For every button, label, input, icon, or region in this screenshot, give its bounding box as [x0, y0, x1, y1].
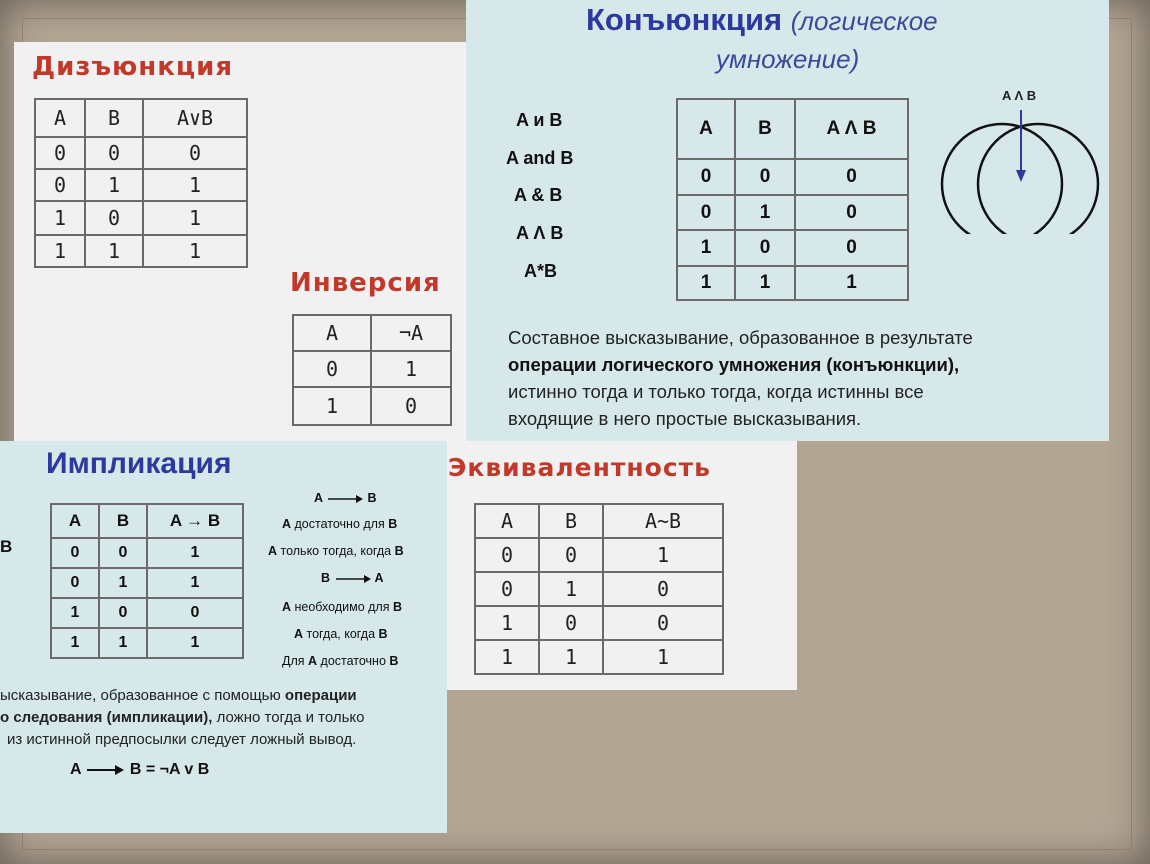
- table-header: B: [735, 99, 795, 159]
- desc-line: [0, 685, 365, 707]
- note-text: достаточно: [317, 654, 390, 668]
- table-cell: 1: [143, 235, 247, 267]
- table-cell: 0: [35, 169, 85, 201]
- disjunction-inversion-panel: [14, 42, 469, 442]
- table-cell: 0: [603, 572, 723, 606]
- table-header: A~B: [603, 504, 723, 538]
- table-header: A Λ B: [795, 99, 908, 159]
- table-cell: 1: [735, 195, 795, 230]
- desc-line: операции логического умножения (конъюнкции),: [508, 354, 960, 375]
- conjunction-subtitle-2: умножение): [716, 44, 860, 74]
- table-cell: 1: [475, 640, 539, 674]
- venn-label: A Λ B: [1002, 88, 1037, 103]
- note-a: A: [282, 600, 292, 614]
- table-cell: 1: [143, 169, 247, 201]
- side-letter: B: [0, 537, 13, 556]
- note-b: B: [394, 544, 404, 558]
- table-cell: 1: [475, 606, 539, 640]
- table-cell: 1: [539, 640, 603, 674]
- note-text: только тогда, когда: [277, 544, 395, 558]
- table-cell: 1: [371, 351, 451, 387]
- note-text: достаточно для: [291, 517, 389, 531]
- table-header: B: [85, 99, 143, 137]
- table-cell: 1: [603, 640, 723, 674]
- conjunction-title: [586, 2, 938, 38]
- table-cell: 0: [735, 159, 795, 195]
- implication-note: [282, 600, 402, 614]
- desc-text: из истинной предпосылки следует ложный вывод.: [7, 731, 357, 748]
- table-cell: 1: [85, 169, 143, 201]
- implication-note: [314, 491, 377, 505]
- conjunction-table: [676, 98, 909, 301]
- table-cell: 0: [677, 195, 735, 230]
- table-cell: 1: [795, 266, 908, 300]
- table-cell: 0: [795, 230, 908, 266]
- table-cell: 1: [51, 598, 99, 628]
- implication-note: [294, 627, 388, 641]
- disjunction-title: Дизъюнкция: [32, 52, 234, 82]
- conjunction-title-main: Конъюнкция: [586, 2, 783, 37]
- desc-bold: о следования (импликации),: [0, 709, 213, 726]
- table-header: ¬A: [371, 315, 451, 351]
- table-header: A: [51, 504, 99, 538]
- table-header: B: [99, 504, 147, 538]
- table-cell: 1: [51, 628, 99, 658]
- note-text: Для: [282, 654, 309, 668]
- table-cell: 1: [603, 538, 723, 572]
- implication-panel: [0, 441, 447, 833]
- note-b: B: [367, 491, 377, 505]
- equivalence-title: Эквивалентность: [448, 453, 711, 482]
- conjunction-panel: [466, 0, 1109, 441]
- table-header: A: [677, 99, 735, 159]
- table-cell: 0: [603, 606, 723, 640]
- venn-diagram-icon: [936, 104, 1106, 234]
- desc-bold: операции: [284, 687, 357, 704]
- notation-item: A*B: [524, 261, 558, 281]
- table-cell: 0: [475, 538, 539, 572]
- table-cell: 1: [143, 201, 247, 235]
- note-b: B: [388, 517, 398, 531]
- table-cell: 0: [293, 351, 371, 387]
- table-header: A: [293, 315, 371, 351]
- note-text: тогда, когда: [303, 627, 379, 641]
- conjunction-description: [508, 324, 1098, 432]
- table-cell: 0: [147, 598, 243, 628]
- implication-note: [321, 571, 384, 585]
- desc-line: входящие в него простые высказывания.: [508, 408, 862, 429]
- table-header: B: [539, 504, 603, 538]
- note-a: A: [282, 517, 292, 531]
- table-cell: 0: [51, 568, 99, 598]
- implication-title: Импликация: [46, 447, 232, 480]
- table-cell: 0: [735, 230, 795, 266]
- table-cell: 1: [35, 201, 85, 235]
- table-cell: 0: [51, 538, 99, 568]
- note-a: A: [314, 491, 323, 505]
- implication-note: [268, 544, 404, 558]
- note-a: B: [321, 571, 331, 585]
- table-cell: 1: [293, 387, 371, 425]
- formula-a: A: [70, 761, 81, 778]
- table-cell: 1: [539, 572, 603, 606]
- table-cell: 1: [147, 538, 243, 568]
- note-b: B: [389, 654, 399, 668]
- equivalence-panel: [440, 441, 797, 690]
- desc-text: ысказывание, образованное с помощью: [0, 687, 285, 704]
- table-cell: 0: [475, 572, 539, 606]
- implication-note: [282, 517, 397, 531]
- implication-table: [50, 503, 244, 659]
- table-cell: 0: [85, 137, 143, 169]
- table-cell: 1: [85, 235, 143, 267]
- table-cell: 1: [735, 266, 795, 300]
- table-cell: 0: [99, 598, 147, 628]
- table-cell: 0: [35, 137, 85, 169]
- implication-description: [0, 685, 365, 751]
- table-cell: 1: [147, 628, 243, 658]
- notation-item: A & B: [514, 185, 563, 205]
- table-header: A: [35, 99, 85, 137]
- table-cell: 1: [677, 230, 735, 266]
- table-cell: 0: [371, 387, 451, 425]
- notation-item: A и B: [516, 110, 563, 130]
- table-cell: 0: [795, 195, 908, 230]
- inversion-title: Инверсия: [290, 268, 441, 298]
- desc-line: истинно тогда и только тогда, когда истинны все: [508, 381, 924, 402]
- table-cell: 1: [35, 235, 85, 267]
- table-cell: 1: [99, 568, 147, 598]
- table-cell: 1: [147, 568, 243, 598]
- disjunction-table: [34, 98, 248, 268]
- implication-note: [282, 654, 398, 668]
- table-cell: 0: [795, 159, 908, 195]
- arrow-right-icon: [334, 574, 372, 584]
- desc-line: [0, 729, 365, 751]
- conjunction-subtitle-1: (логическое: [790, 6, 938, 36]
- desc-line: [0, 707, 365, 729]
- note-text: необходимо для: [291, 600, 393, 614]
- arrow-right-icon: [85, 764, 125, 776]
- note-b: A: [374, 571, 384, 585]
- table-cell: 0: [85, 201, 143, 235]
- implication-formula: [70, 761, 209, 779]
- arrow-right-icon: [326, 494, 364, 504]
- formula-rest: B = ¬A v B: [129, 761, 210, 778]
- table-cell: 0: [539, 538, 603, 572]
- note-b: B: [378, 627, 388, 641]
- note-a: A: [294, 627, 304, 641]
- note-b: B: [392, 600, 402, 614]
- notation-item: A and B: [506, 148, 574, 168]
- equivalence-table: [474, 503, 724, 675]
- table-header: A: [475, 504, 539, 538]
- table-header: A∨B: [143, 99, 247, 137]
- table-cell: 0: [539, 606, 603, 640]
- table-cell: 0: [99, 538, 147, 568]
- table-cell: 1: [99, 628, 147, 658]
- table-cell: 0: [677, 159, 735, 195]
- table-header: A → B: [147, 504, 243, 538]
- inversion-table: [292, 314, 452, 426]
- note-a: A: [308, 654, 318, 668]
- desc-text: ложно тогда и только: [212, 709, 365, 726]
- notation-item: A Λ B: [516, 223, 564, 243]
- table-cell: 0: [143, 137, 247, 169]
- table-cell: 1: [677, 266, 735, 300]
- desc-line: Составное высказывание, образованное в результате: [508, 327, 973, 348]
- note-a: A: [268, 544, 278, 558]
